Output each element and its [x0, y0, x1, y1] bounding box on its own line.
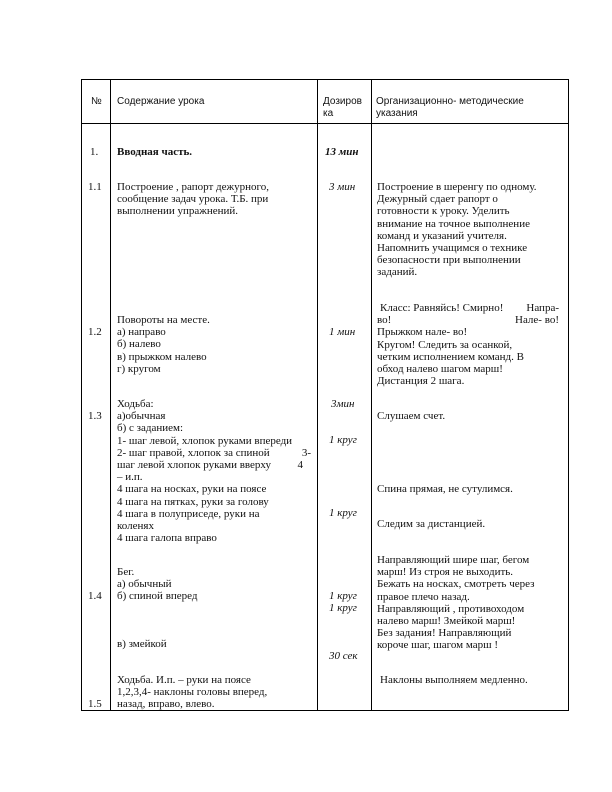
row-1-3-content-line: 1- шаг левой, хлопок руками впереди	[117, 434, 293, 447]
row-1-4-content	[117, 566, 198, 603]
row-1-1-org-line: безопасности при выполнении	[377, 254, 521, 267]
row-1-1-content-line: Построение , рапорт дежурного,	[117, 181, 269, 193]
row-1-3-content-line: б) с заданием:	[117, 422, 184, 435]
row-1-3-content-line: 4 шага в полуприседе, руки на	[117, 507, 260, 520]
row-1-3-num: 1.3	[88, 410, 102, 422]
row-1-2-org	[377, 302, 559, 387]
row-1-5-content-line: назад, вправо, влево.	[117, 698, 215, 711]
row-1-1-org-line: заданий.	[377, 266, 418, 279]
row-1-1-dose: 3 мин	[329, 181, 356, 193]
column-border-dose	[371, 79, 372, 711]
row-1-dose: 13 мин	[325, 146, 359, 158]
row-1-content: Вводная часть.	[117, 146, 193, 158]
row-1-4-org	[377, 554, 534, 652]
row-1-5-org: Наклоны выполняем медленно.	[380, 674, 528, 686]
row-1-3-org-3: Следим за дистанцией.	[377, 518, 486, 530]
row-1-2-org-part: Напра-	[526, 302, 559, 314]
row-1-3-content-part: 2- шаг правой, хлопок за спиной	[117, 446, 270, 459]
row-1-4-content-line: а) обычный	[117, 578, 172, 591]
row-1-3-org-1: Слушаем счет.	[377, 410, 446, 422]
row-1-4-org-line: Бежать на носках, смотреть через	[377, 578, 535, 591]
header-dose-line2: ка	[323, 107, 334, 119]
row-1-5-content-line: Ходьба. И.п. – руки на поясе	[117, 674, 251, 686]
row-1-3-content-line: 4 шага на пятках, руки за голову	[117, 495, 269, 508]
header-org-line2: указания	[376, 107, 418, 119]
row-1-3-content-part: 4	[297, 459, 303, 472]
header-org	[376, 96, 524, 119]
header-content: Содержание урока	[117, 96, 205, 107]
row-1-4-org-line: налево марш! Змейкой марш!	[377, 615, 516, 628]
row-1-3-content-line: – и.п.	[117, 471, 143, 484]
header-bottom-border	[81, 123, 569, 124]
row-1-5-content	[117, 674, 267, 711]
row-1-2-content-line: а) направо	[117, 326, 166, 339]
row-1-2-content-line: г) кругом	[117, 362, 161, 375]
row-1-4-dose-1: 1 круг	[329, 590, 357, 602]
column-border-content	[317, 79, 318, 711]
row-1-3-dose-1: 3мин	[331, 398, 355, 410]
row-1-num: 1.	[90, 146, 99, 158]
row-1-5-content-line: 1,2,3,4- наклоны головы вперед,	[117, 686, 268, 699]
row-1-3-content-line: а)обычная	[117, 410, 166, 423]
row-1-2-num: 1.2	[88, 326, 102, 338]
row-1-2-org-line: Дистанция 2 шага.	[377, 375, 465, 388]
row-1-4-content-line: б) спиной вперед	[117, 590, 198, 603]
row-1-4-dose-3: 30 сек	[329, 650, 358, 662]
row-1-1-content-line: выполнении упражнений.	[117, 205, 239, 218]
row-1-3-content-line: 4 шага на носках, руки на поясе	[117, 483, 267, 496]
column-border-num	[110, 79, 111, 711]
row-1-4-num: 1.4	[88, 590, 102, 602]
row-1-2-org-line: обход налево шагом марш!	[377, 363, 503, 376]
header-num: №	[91, 96, 102, 107]
row-1-2-org-part: во!	[377, 314, 392, 327]
row-1-2-dose: 1 мин	[329, 326, 356, 338]
row-1-3-content	[117, 398, 311, 544]
row-1-4-org-line: Без задания! Направляющий	[377, 627, 512, 640]
column-border-right	[568, 79, 569, 711]
row-1-2-org-line	[377, 314, 559, 326]
row-1-3-content-line: Ходьба:	[117, 398, 154, 410]
row-1-2-org-line: Кругом! Следить за осанкой,	[377, 338, 513, 351]
row-1-4-org-line: Направляющий , противоходом	[377, 602, 525, 615]
row-1-4-org-line: правое плечо назад.	[377, 590, 470, 603]
row-1-3-content-line: 4 шага галопа вправо	[117, 532, 217, 545]
row-1-4-content-c: в) змейкой	[117, 638, 167, 650]
row-1-1-content-line: сообщение задач урока. Т.Б. при	[117, 193, 269, 206]
row-1-1-org-line: команд и указаний учителя.	[377, 229, 507, 242]
row-1-3-content-part: 3-	[301, 446, 311, 459]
row-1-3-content-line	[117, 447, 311, 459]
row-1-3-dose-2: 1 круг	[329, 434, 357, 446]
column-border-left	[81, 79, 82, 711]
header-org-line1: Организационно- методические	[376, 96, 524, 107]
header-dose-line1: Дозиров	[323, 96, 362, 107]
row-1-2-org-part: Класс: Равняйсь! Смирно!	[380, 302, 504, 314]
row-1-2-content-line: Повороты на месте.	[117, 314, 210, 326]
row-1-2-content-line: б) налево	[117, 338, 161, 351]
row-1-3-content-line: коленях	[117, 520, 154, 533]
row-1-3-content-part: шаг левой хлопок руками вверху	[117, 459, 272, 472]
row-1-3-dose-3: 1 круг	[329, 507, 357, 519]
row-1-1-org-line: внимание на точное выполнение	[377, 217, 530, 230]
row-1-2-org-line: четким исполнением команд. В	[377, 350, 524, 363]
row-1-3-content-line	[117, 459, 311, 471]
row-1-2-content-line: в) прыжком налево	[117, 350, 207, 363]
row-1-4-org-line: короче шаг, шагом марш !	[377, 639, 499, 652]
row-1-1-content	[117, 181, 269, 218]
table-top-border	[81, 79, 569, 80]
row-1-5-num: 1.5	[88, 698, 102, 710]
row-1-1-num: 1.1	[88, 181, 102, 193]
row-1-1-org-line: Дежурный сдает рапорт о	[377, 193, 498, 206]
row-1-3-org-2: Спина прямая, не сутулимся.	[377, 483, 513, 495]
row-1-1-org-line: Напомнить учащимся о технике	[377, 242, 528, 255]
row-1-2-org-part: Нале- во!	[515, 314, 559, 327]
row-1-4-content-line: Бег.	[117, 566, 135, 578]
header-dose	[323, 96, 362, 119]
row-1-2-org-line	[377, 302, 559, 314]
row-1-4-org-line: марш! Из строя не выходить.	[377, 566, 514, 579]
row-1-1-org	[377, 181, 537, 279]
row-1-4-org-line: Направляющий шире шаг, бегом	[377, 554, 530, 566]
row-1-1-org-line: готовности к уроку. Уделить	[377, 205, 510, 218]
row-1-2-org-line: Прыжком нале- во!	[377, 326, 468, 339]
row-1-2-content	[117, 314, 210, 375]
row-1-4-dose-2: 1 круг	[329, 602, 357, 614]
row-1-1-org-line: Построение в шеренгу по одному.	[377, 181, 537, 193]
